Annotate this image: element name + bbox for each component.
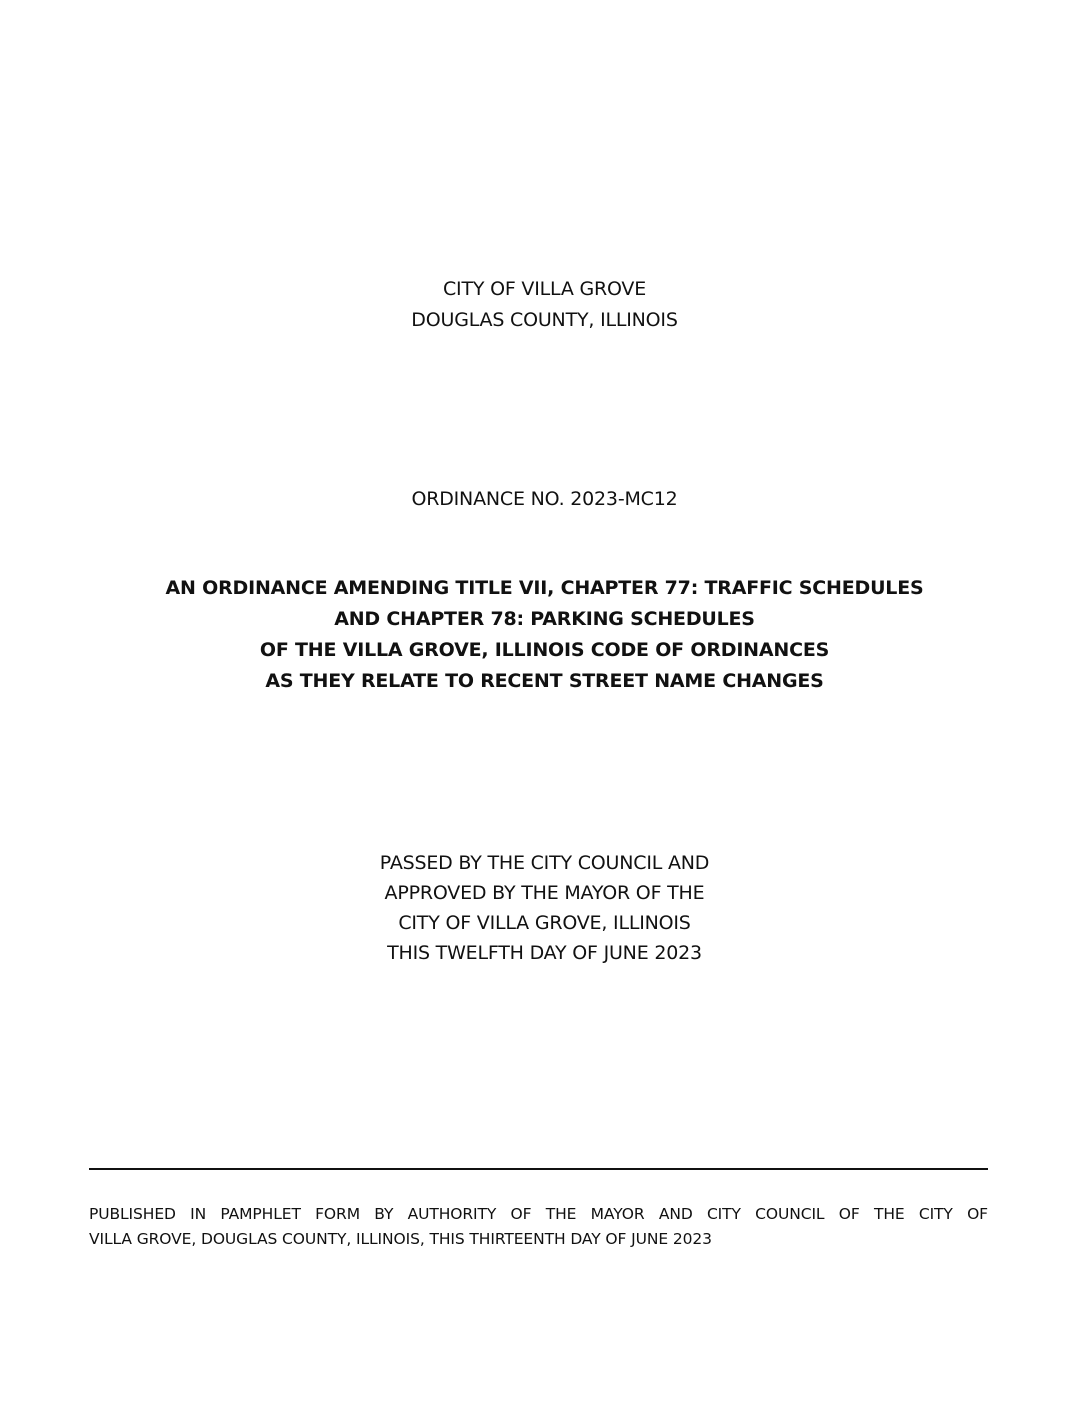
city-name: CITY OF VILLA GROVE [442, 278, 647, 300]
ordinance-title-line: AND CHAPTER 78: PARKING SCHEDULES [334, 608, 755, 630]
passage-line: PASSED BY THE CITY COUNCIL AND [379, 852, 710, 874]
passage-line: APPROVED BY THE MAYOR OF THE [384, 882, 705, 904]
publication-line: PUBLISHED IN PAMPHLET FORM BY AUTHORITY OF THE MAYOR AND CITY COUNCIL OF THE CITY OF [89, 1205, 988, 1223]
publication-notice [89, 1202, 988, 1252]
ordinance-number [0, 484, 1089, 515]
publication-line: VILLA GROVE, DOUGLAS COUNTY, ILLINOIS, THIS THIRTEENTH DAY OF JUNE 2023 [89, 1230, 712, 1248]
ordinance-title-line: AN ORDINANCE AMENDING TITLE VII, CHAPTER 77: TRAFFIC SCHEDULES [165, 577, 924, 599]
ordinance-title [0, 573, 1089, 697]
document-header [0, 274, 1089, 336]
passage-statement [0, 848, 1089, 968]
horizontal-divider [89, 1168, 988, 1170]
passage-line: THIS TWELFTH DAY OF JUNE 2023 [387, 942, 702, 964]
ordinance-number-text: ORDINANCE NO. 2023-MC12 [411, 488, 678, 510]
ordinance-title-line: AS THEY RELATE TO RECENT STREET NAME CHANGES [265, 670, 824, 692]
ordinance-title-line: OF THE VILLA GROVE, ILLINOIS CODE OF ORDINANCES [259, 639, 830, 661]
passage-line: CITY OF VILLA GROVE, ILLINOIS [398, 912, 691, 934]
county-state: DOUGLAS COUNTY, ILLINOIS [411, 309, 678, 331]
